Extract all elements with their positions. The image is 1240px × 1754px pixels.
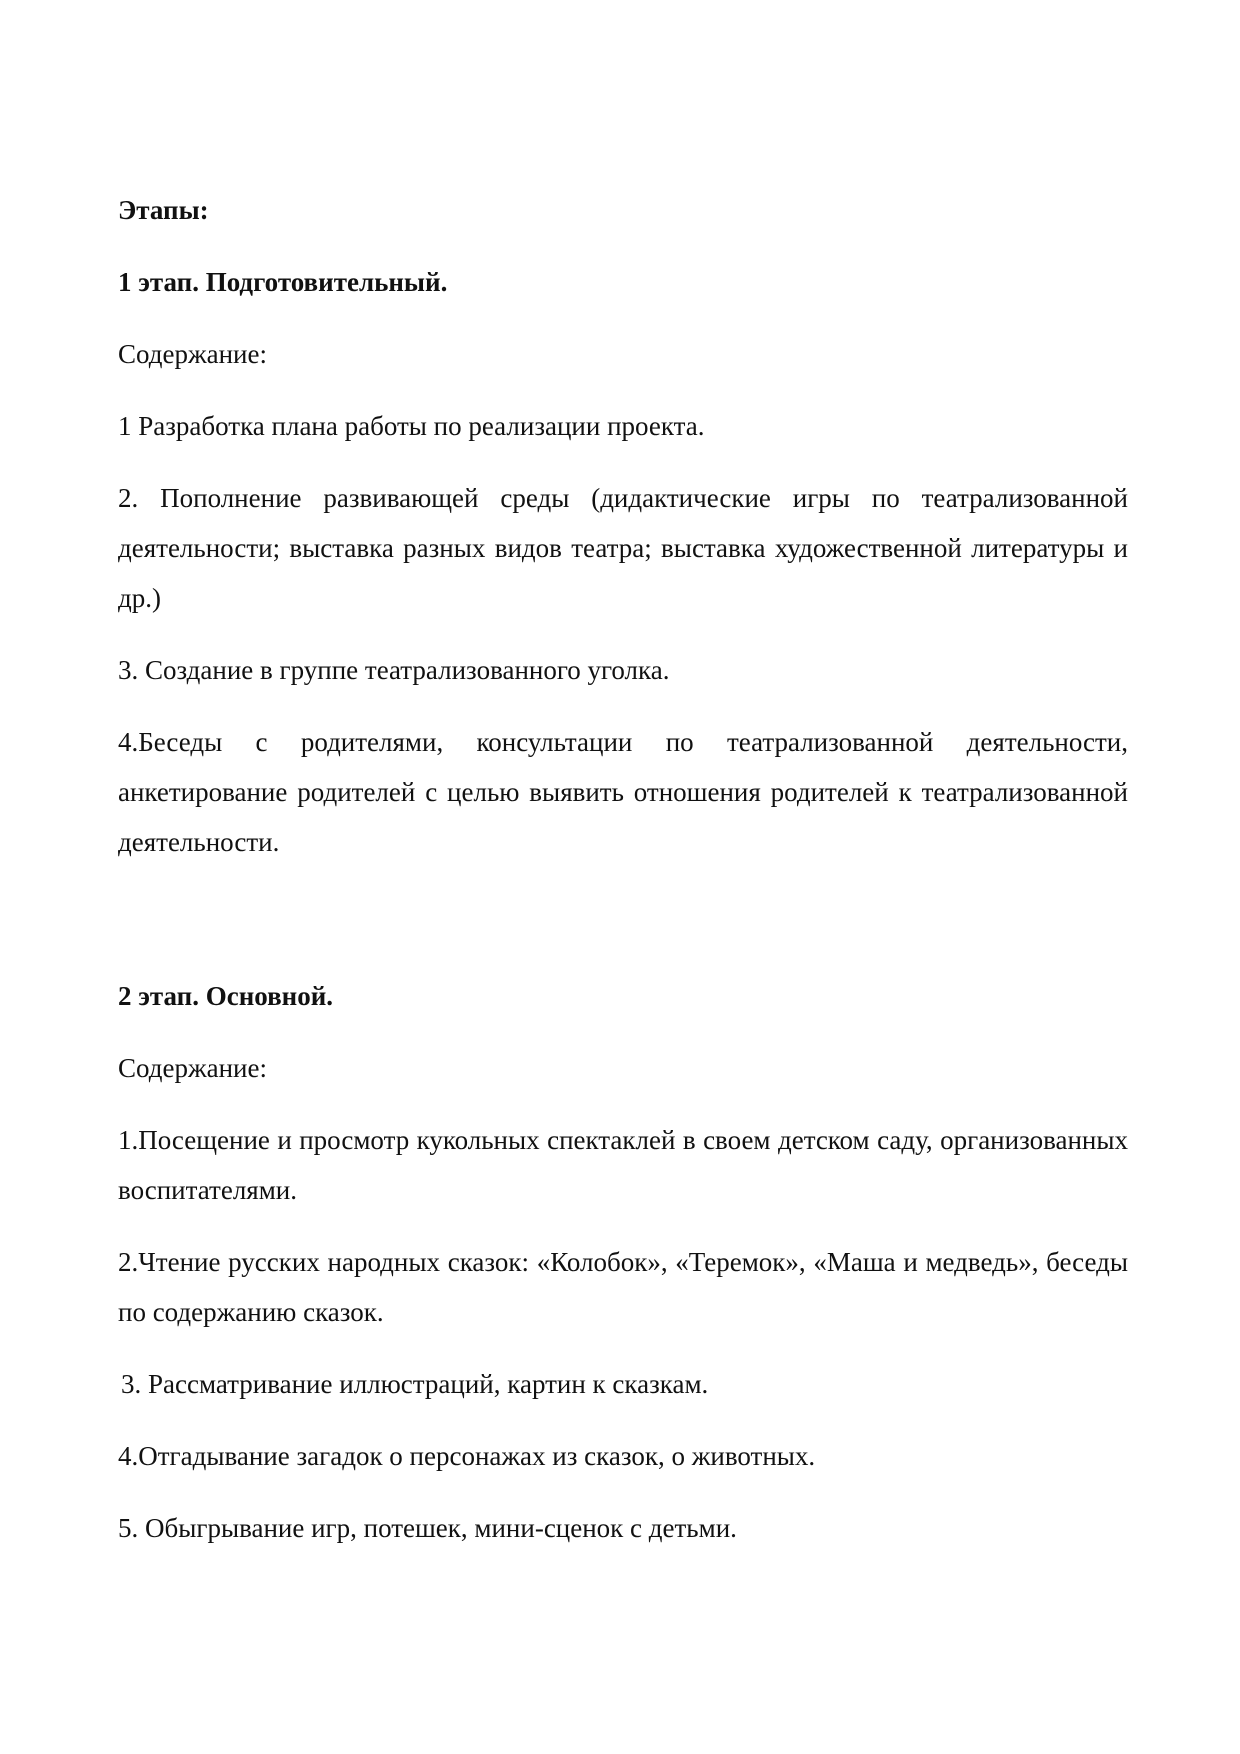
document-title: Этапы: [118,195,209,225]
stage2-item-5: 5. Обыгрывание игр, потешек, мини-сценок с детьми. [118,1513,737,1543]
stage1-heading: 1 этап. Подготовительный. [118,267,448,297]
stage2-item-1: 1.Посещение и просмотр кукольных спектаклей в своем детском саду, организованных воспитателями. [118,1125,1128,1205]
stage2-item-2: 2.Чтение русских народных сказок: «Колобок», «Теремок», «Маша и медведь», беседы по содержанию сказок. [118,1247,1128,1327]
stage1-item-4: 4.Беседы с родителями, консультации по театрализованной деятельности, анкетирование родителей с целью выявить отношения родителей к театрализованной деятельности. [118,727,1128,857]
stage1-item-1: 1 Разработка плана работы по реализации проекта. [118,411,705,441]
stage1-item-3: 3. Создание в группе театрализованного уголка. [118,655,670,685]
stage1-content-label: Содержание: [118,339,267,369]
stage1-item-2: 2. Пополнение развивающей среды (дидактические игры по театрализованной деятельности; выставка разных видов театра; выставка художественной литературы и др.) [118,483,1128,613]
stage2-item-3: 3. Рассматривание иллюстраций, картин к сказкам. [121,1369,709,1399]
stage2-heading: 2 этап. Основной. [118,981,334,1011]
document-body [118,185,1128,1553]
stage2-item-4: 4.Отгадывание загадок о персонажах из сказок, о животных. [118,1441,816,1471]
stage2-content-label: Содержание: [118,1053,267,1083]
